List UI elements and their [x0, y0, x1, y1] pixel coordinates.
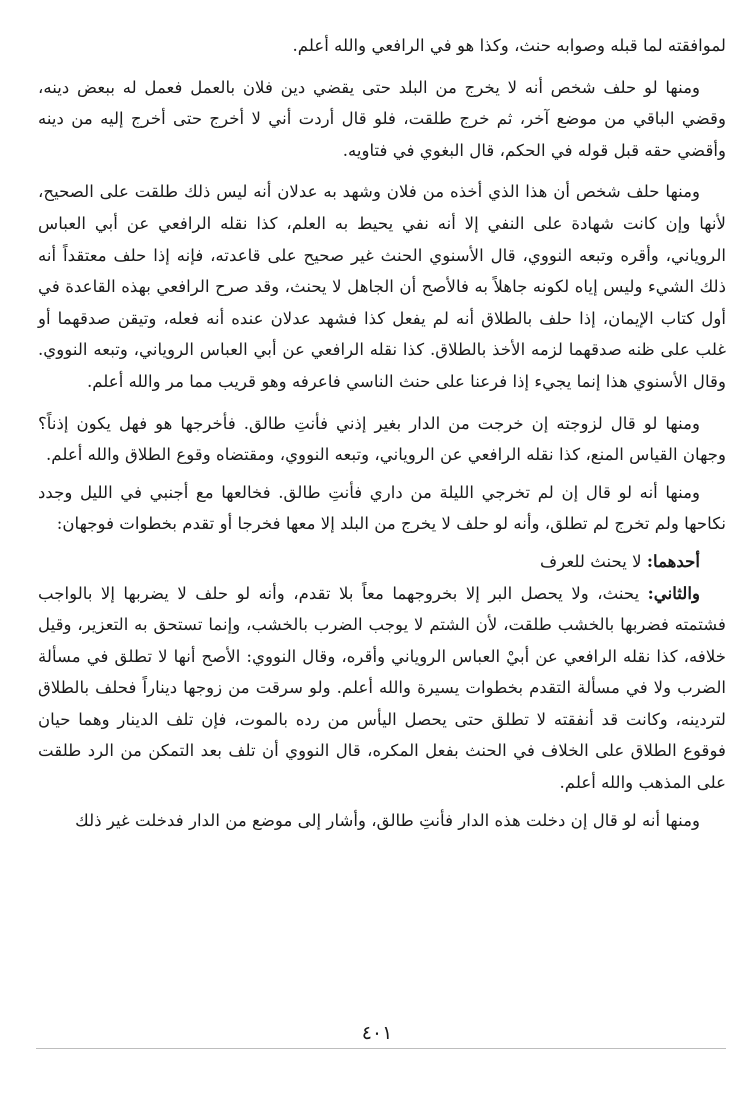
paragraph-3: ومنها لو قال لزوجته إن خرجت من الدار بغير إذني فأنتِ طالق. فأخرجها هو فهل يكون إذناً؟ وجهان القياس المنع، كذا نقله الرافعي عن الروياني، وتبعه النووي، ومقتضاه وقوع الطلاق والله أعلم.	[38, 413, 726, 465]
term-first-label: أحدهما:	[646, 550, 700, 571]
paragraph-1: ومنها لو حلف شخص أنه لا يخرج من البلد حتى يقضي دين فلان بالعمل فعمل له ببعض دينه، وقضي الباقي من موضع آخر، ثم خرج طلقت، فلو قال أردت أني لا أخرج حتى أخرج إليه من دينه وأقضي حقه قبل قوله في الحكم، قال البغوي في فتاويه.	[38, 77, 726, 160]
footer-rule	[36, 1048, 726, 1049]
paragraph-0: لموافقته لما قبله وصوابه حنث، وكذا هو في الرافعي والله أعلم.	[292, 36, 726, 55]
term-second-label: والثاني:	[647, 582, 700, 603]
paragraph-5-text: لا يحنث للعرف	[540, 551, 647, 571]
paragraph-7: ومنها أنه لو قال إن دخلت هذه الدار فأنتِ طالق، وأشار إلى موضع من الدار فدخلت غير ذلك	[75, 810, 700, 830]
page-number: ٤٠١	[361, 1022, 393, 1044]
paragraph-6	[38, 578, 726, 799]
paragraph-4: ومنها أنه لو قال إن لم تخرجي الليلة من داري فأنتِ طالق. فخالعها مع أجنبي في الليل وجدد نكاحها ولم تخرج لم تطلق، وأنه لو حلف لا يخرج من البلد إلا معها فخرجا أو تقدم بخطوات فوجهان:	[38, 482, 726, 534]
page-body	[38, 30, 726, 1070]
paragraph-5	[38, 546, 726, 578]
paragraph-2: ومنها حلف شخص أن هذا الذي أخذه من فلان وشهد به عدلان أنه ليس ذلك طلقت على الصحيح، لأنها وإن كانت شهادة على النفي إلا أنه نفي يحيط به العلم، كذا نقله الرافعي عن أبي العباس الروياني، وأقره وتبعه النووي، قال الأسنوي الحنث غير صحيح على قاعدته، فإنه إذا حلف معتقداً أنه ذلك الشيء وليس إياه لكونه جاهلاً به فالأصح أن الجاهل لا يحنث، وقد صرح الرافعي بهذه القاعدة في أول كتاب الإيمان، إذا حلف بالطلاق أنه لم يفعل كذا فشهد عدلان عنده أنه فعله، وتيقن صدقهما أو غلب على ظنه صدقهما لزمه الأخذ بالطلاق. كذا نقله الرافعي عن أبي العباس الروياني، وتبعه النووي. وقال الأسنوي هذا إنما يجيء إذا فرعنا على حنث الناسي فاعرفه وهو قريب مما مر والله أعلم.	[38, 182, 726, 391]
paragraph-6-text: يحنث، ولا يحصل البر إلا بخروجهما معاً بلا تقدم، وأنه لو حلف لا يضربها إلا بالواجب فشتمته فضربها بالخشب طلقت، لأن الشتم لا يوجب الضرب بالخشب، وإنما تستحق به التعزير، وقيل خلافه، كذا نقله الرافعي عن أبيْ العباس الروياني وأقره، وقال النووي: الأصح أنها لا تطلق في مسألة الضرب ولا في مسألة التقدم بخطوات يسيرة والله أعلم. ولو سرقت من زوجها ديناراً فحلف بالطلاق لتردينه، وكانت قد أنفقته لا تطلق حتى يحصل اليأس من رده بالموت، فإن تلف الدينار وهما حيان فوقوع الطلاق على الخلاف في الحنث بفعل المكره، قال النووي أن تلف بعد التمكن من الرد طلقت على المذهب والله أعلم.	[38, 583, 726, 793]
